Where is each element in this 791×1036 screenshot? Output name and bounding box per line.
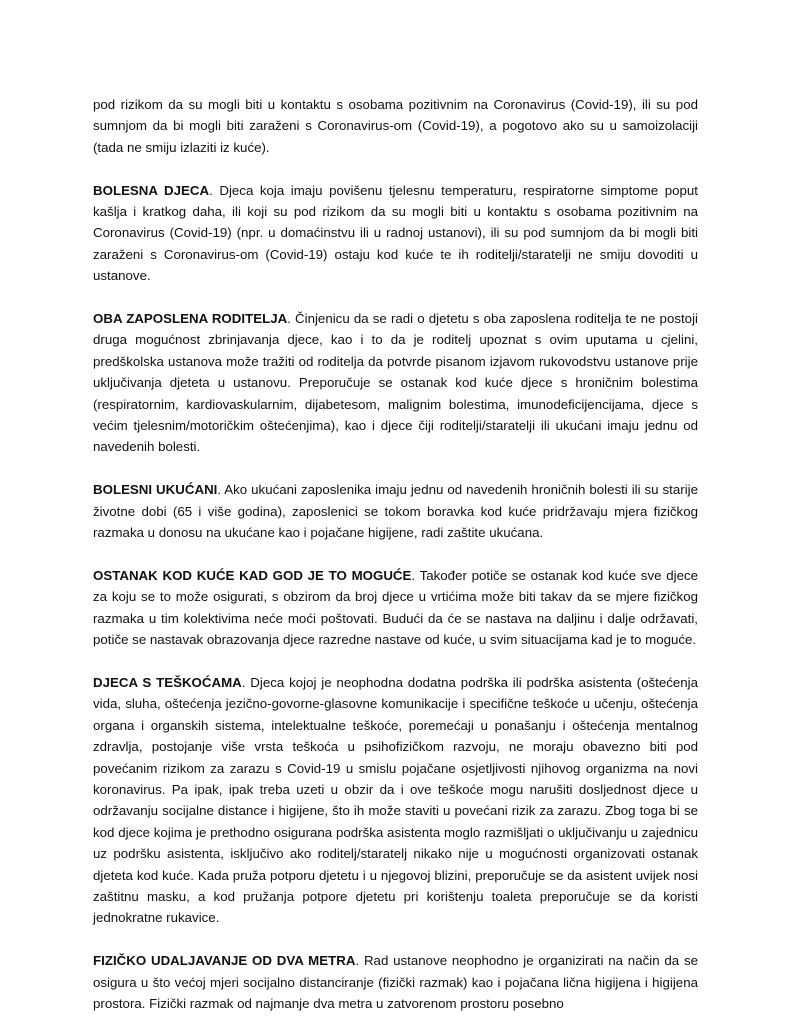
paragraph-heading: OBA ZAPOSLENA RODITELJA xyxy=(93,311,288,327)
paragraph-heading: OSTANAK KOD KUĆE KAD GOD JE TO MOGUĆE xyxy=(93,567,412,583)
paragraph-body: . Rad ustanove neophodno je organizirati na način da se osigura u što većoj mjeri socijalno distanciranje (fizički razmak) kao i pojačana lična higijena i higijena prostora. Fizički razmak od najmanje dva metra u zatvorenom prostoru posebno xyxy=(93,953,699,1011)
paragraph-bolesna-djeca xyxy=(93,180,698,287)
paragraph-body: . Djeca kojoj je neophodna dodatna podrška ili podrška asistenta (oštećenja vida, sluha, oštećenja jezično-govorne-glasovne komunikacije i specifične teškoće u učenju, oštećenja organa i organskih sistema, intelektualne teškoće, poremećaji u ponašanju i oštećenja mentalnog zdravlja, postojanje više vrsta teškoća u psihofizičkom razvoju, ne moraju obavezno biti pod povećanim rizikom za zarazu s Covid-19 u smislu pojačane osjetljivosti njihovog organizma na novi koronavirus. Pa ipak, ipak treba uzeti u obzir da i ove teškoće mogu narušiti dosljednost djece u održavanju socijalne distance i higijene, što ih može staviti u povećani rizik za zarazu. Zbog toga bi se kod djece kojima je prethodno osigurana podrška asistenta moglo razmišljati o uključivanju u zajednicu uz podršku asistenta, isključivo ako roditelj/staratelj nikako nije u mogućnosti organizovati ostanak djeteta kod kuće. Kada pruža potporu djetetu i u njegovoj blizini, preporučuje se da asistent uvijek nosi zaštitnu masku, a kod pružanja potpore djetetu pri korištenju toaleta preporučuje se da koristi jednokratne rukavice. xyxy=(93,674,698,926)
paragraph-djeca-s-teskocama xyxy=(93,672,698,929)
paragraph-heading: FIZIČKO UDALJAVANJE OD DVA METRA xyxy=(93,953,356,969)
paragraph-continuation xyxy=(93,94,698,158)
paragraph-oba-zaposlena-roditelja xyxy=(93,308,698,458)
paragraph-body: . Činjenicu da se radi o djetetu s oba zaposlena roditelja te ne postoji druga mogućnost zbrinjavanja djece, kao i to da je roditelj upoznat s ovim uputama u cjelini, predškolska ustanova može tražiti od roditelja da potvrde pisanom izjavom rukovodstvu ustanove prije uključivanja djeteta u ustanovu. Preporučuje se ostanak kod kuće djece s hroničnim bolestima (respiratornim, kardiovaskularnim, dijabetesom, malignim bolestima, imunodeficijencijama, djece s većim tjelesnim/motoričkim oštećenjima), kao i djece čiji roditelji/staratelji ili ukućani imaju jednu od navedenih bolesti. xyxy=(93,311,698,455)
document-body xyxy=(93,94,698,1036)
paragraph-body: pod rizikom da su mogli biti u kontaktu s osobama pozitivnim na Coronavirus (Covid-19), ili su pod sumnjom da bi mogli biti zaraženi s Coronavirus-om (Covid-19), a pogotovo ako su u samoizolaciji (tada ne smiju izlaziti iz kuće). xyxy=(93,97,698,155)
paragraph-fizicko-udaljavanje xyxy=(93,950,698,1014)
paragraph-heading: BOLESNI UKUĆANI xyxy=(93,482,218,498)
paragraph-bolesni-ukucani xyxy=(93,479,698,543)
paragraph-body: . Također potiče se ostanak kod kuće sve djece za koju se to može osigurati, s obzirom da broj djece u vrtićima može biti takav da se mjere fizičkog razmaka u tim kolektivima neće moći poštovati. Budući da će se nastava na daljinu i dalje održavati, potiče se nastavak obrazovanja djece razredne nastave od kuće, u svim situacijama kad je to moguće. xyxy=(93,567,699,648)
paragraph-body: . Djeca koja imaju povišenu tjelesnu temperaturu, respiratorne simptome poput kašlja i kratkog daha, ili koji su pod rizikom da su mogli biti u kontaktu s osobama pozitivnim na Coronavirus (Covid-19) (npr. u domaćinstvu ili u radnoj ustanovi), ili su pod sumnjom da bi mogli biti zaraženi s Coronavirus-om (Covid-19) ostaju kod kuće te ih roditelji/staratelji ne smiju dovoditi u ustanove. xyxy=(93,182,698,284)
paragraph-heading: DJECA S TEŠKOĆAMA xyxy=(93,674,242,690)
paragraph-body: . Ako ukućani zaposlenika imaju jednu od navedenih hroničnih bolesti ili su starije životne dobi (65 i više godina), zaposlenici se tokom boravka kod kuće pridržavaju mjera fizičkog razmaka u donosu na ukućane kao i pojačane higijene, radi zaštite ukućana. xyxy=(93,482,699,541)
paragraph-ostanak-kod-kuce xyxy=(93,565,698,651)
paragraph-heading: BOLESNA DJECA xyxy=(93,182,210,198)
